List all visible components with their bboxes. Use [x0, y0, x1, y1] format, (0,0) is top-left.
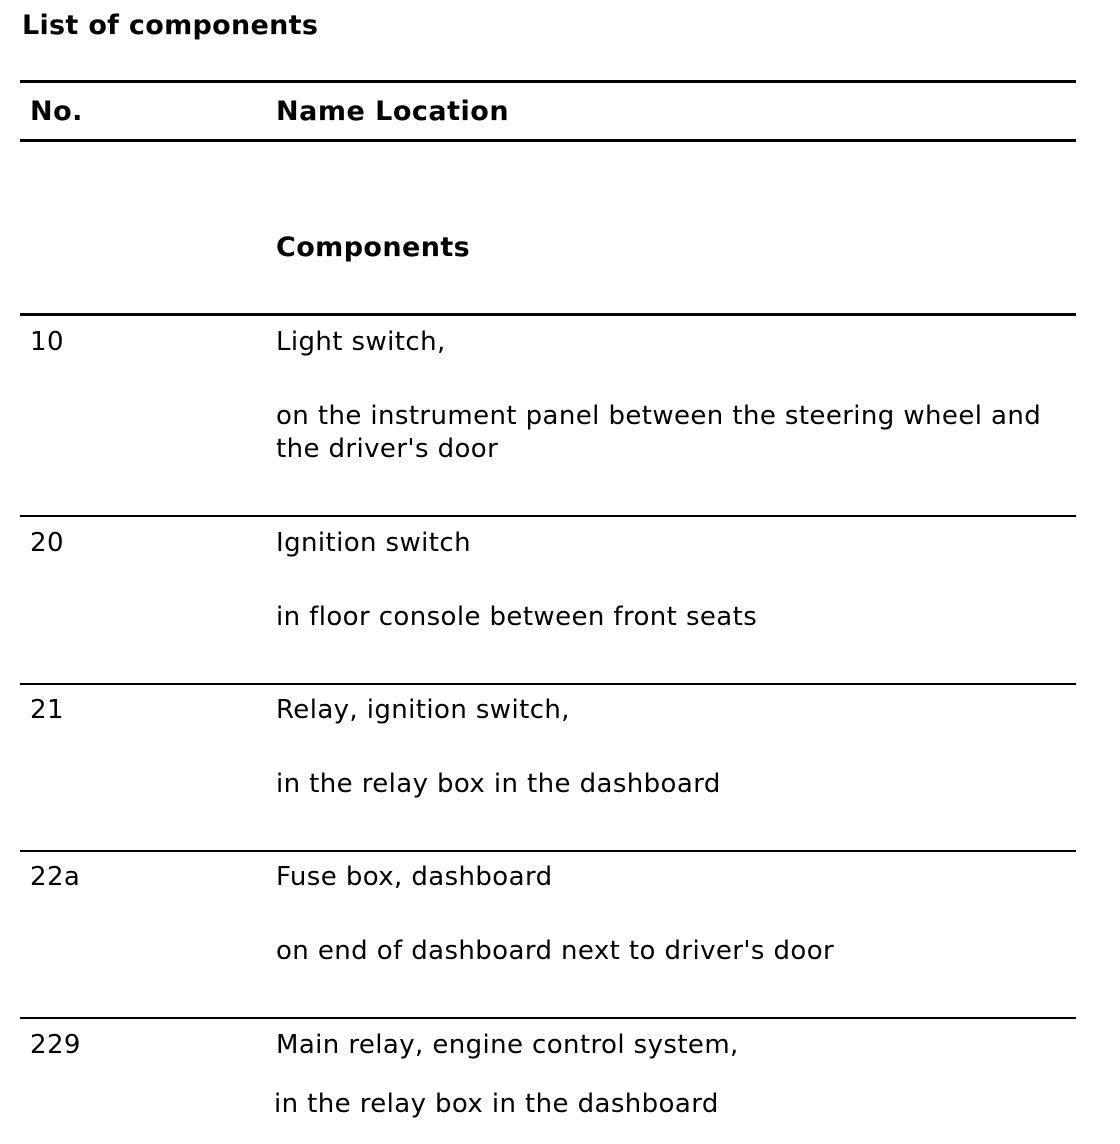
component-number: 229	[30, 1030, 81, 1060]
component-location: in floor console between front seats	[276, 602, 758, 632]
section-heading: Components	[276, 232, 471, 263]
component-number: 20	[30, 528, 64, 558]
row-divider	[20, 683, 1076, 685]
row-divider	[20, 515, 1076, 517]
column-header-name-location: Name Location	[276, 96, 510, 127]
component-name: Relay, ignition switch,	[276, 695, 570, 725]
table-top-rule	[20, 80, 1076, 83]
component-location: in the relay box in the dashboard	[274, 1089, 719, 1119]
row-divider	[20, 313, 1076, 316]
component-name: Ignition switch	[276, 528, 471, 558]
component-number: 22a	[30, 862, 81, 892]
component-location: on end of dashboard next to driver's door	[276, 936, 835, 966]
component-number: 21	[30, 695, 64, 725]
component-number: 10	[30, 327, 64, 357]
row-divider	[20, 850, 1076, 852]
row-divider	[20, 1017, 1076, 1019]
component-name: Fuse box, dashboard	[276, 862, 553, 892]
page-title: List of components	[22, 10, 319, 41]
component-location: in the relay box in the dashboard	[276, 769, 721, 799]
component-name: Light switch,	[276, 327, 446, 357]
column-header-no: No.	[30, 96, 83, 127]
component-location: on the instrument panel between the steering wheel and the driver's door	[276, 401, 1042, 464]
component-name: Main relay, engine control system,	[276, 1030, 739, 1060]
header-bottom-rule	[20, 139, 1076, 142]
